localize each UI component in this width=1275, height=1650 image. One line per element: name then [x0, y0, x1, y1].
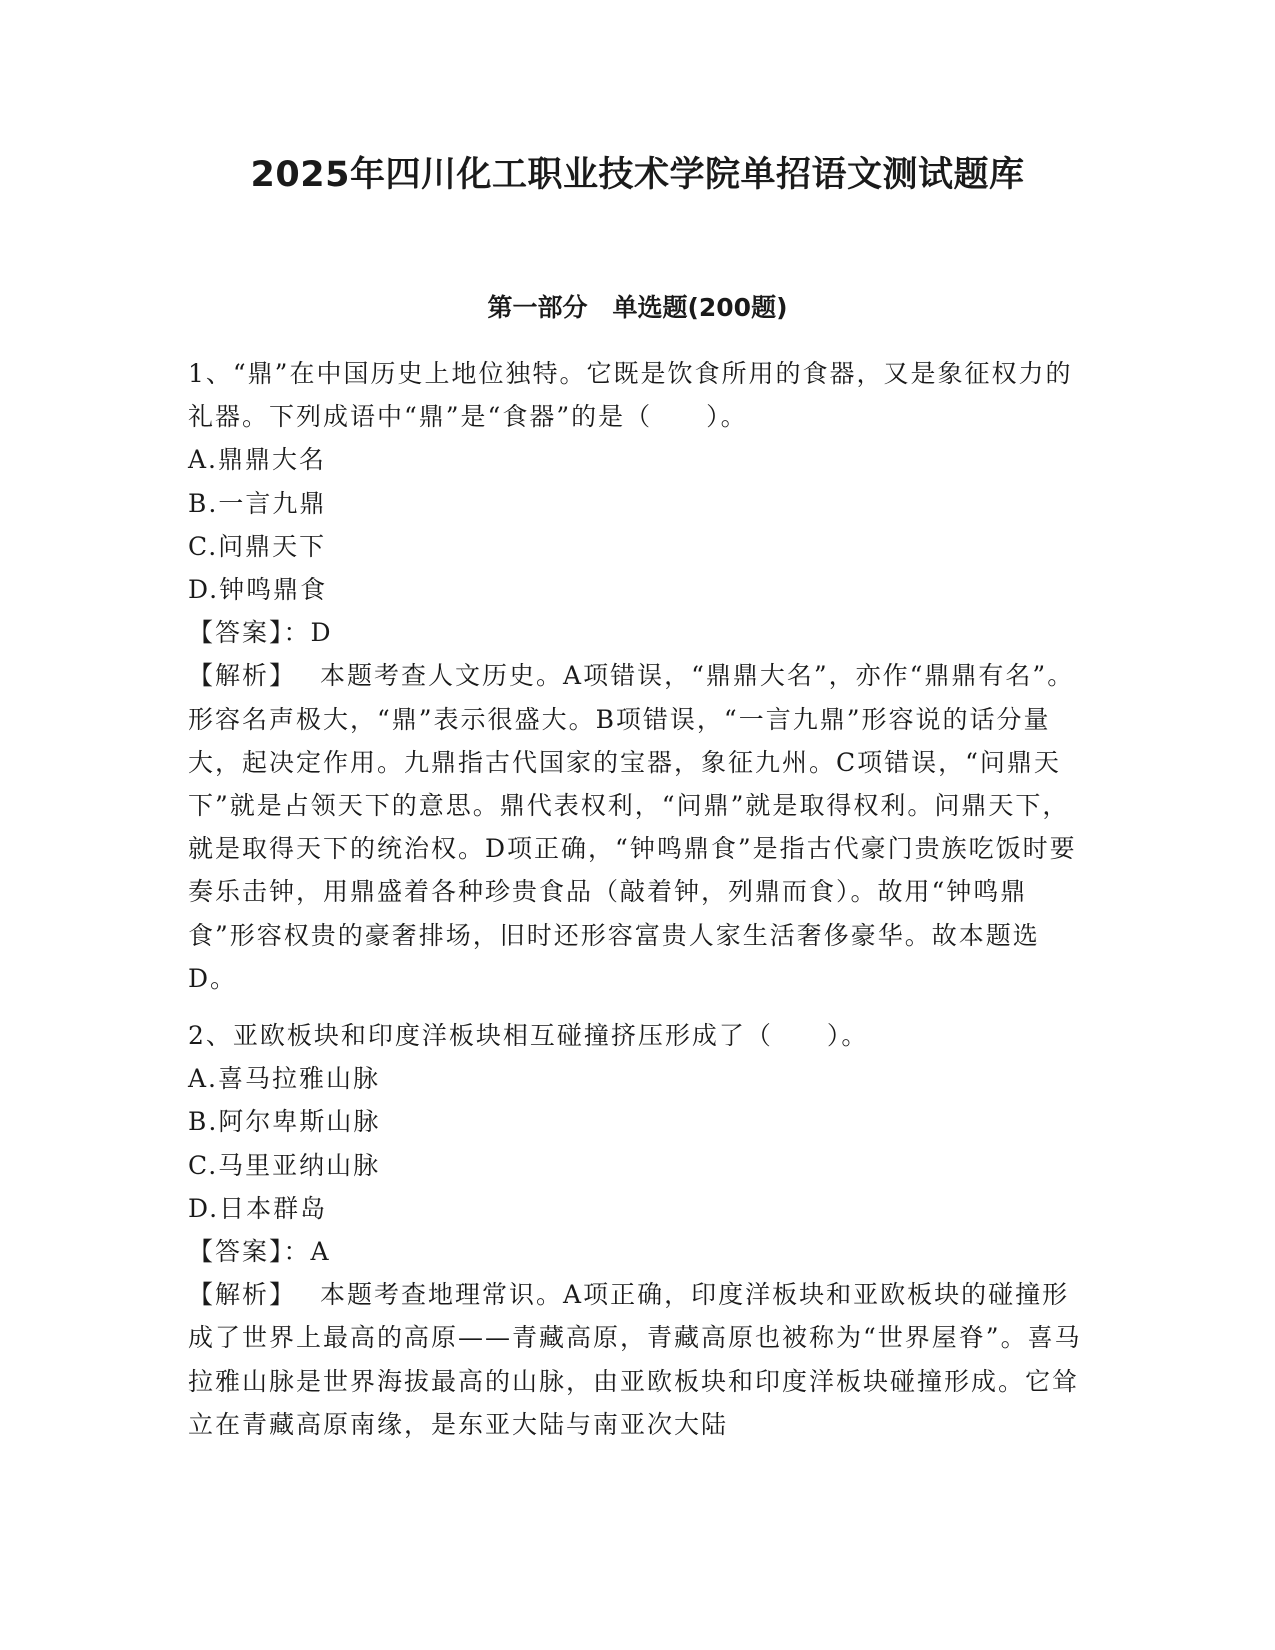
document-title: 2025年四川化工职业技术学院单招语文测试题库: [250, 155, 1025, 195]
option-d: D.钟鸣鼎食: [188, 575, 328, 605]
option-a: A.鼎鼎大名: [188, 445, 327, 475]
question-stem: 2、亚欧板块和印度洋板块相互碰撞挤压形成了（ ）。: [188, 1021, 869, 1051]
explanation-line: [188, 654, 1083, 1000]
option-a: A.喜马拉雅山脉: [188, 1064, 381, 1094]
question-item: [188, 1014, 1083, 1446]
answer-value: A: [310, 1237, 331, 1267]
answer-line: [188, 611, 1083, 654]
question-item: [188, 352, 1083, 1000]
explanation-text: 本题考查人文历史。A项错误，“鼎鼎大名”，亦作“鼎鼎有名”。形容名声极大，“鼎”表示很盛大。B项错误，“一言九鼎”形容说的话分量大，起决定作用。九鼎指古代国家的宝器，象征九州。C项错误，“问鼎天下”就是占领天下的意思。鼎代表权利，“问鼎”就是取得权利。问鼎天下，就是取得天下的统治权。D项正确，“钟鸣鼎食”是指古代豪门贵族吃饭时要奏乐击钟，用鼎盛着各种珍贵食品（敲着钟，列鼎而食）。故用“钟鸣鼎食”形容权贵的豪奢排场，旧时还形容富贵人家生活奢侈豪华。故本题选D。: [188, 661, 1077, 993]
answer-value: D: [310, 618, 333, 648]
explanation-label: 【解析】: [188, 1280, 297, 1310]
answer-label: 【答案】：: [188, 618, 311, 648]
answer-line: [188, 1230, 1083, 1273]
option-c: C.问鼎天下: [188, 531, 327, 561]
explanation-text: 本题考查地理常识。A项正确，印度洋板块和亚欧板块的碰撞形成了世界上最高的高原——青藏高原，青藏高原也被称为“世界屋脊”。喜马拉雅山脉是世界海拔最高的山脉，由亚欧板块和印度洋板块碰撞形成。它耸立在青藏高原南缘，是东亚大陆与南亚次大陆: [188, 1280, 1082, 1439]
section-title: 第一部分 单选题(200题): [487, 293, 788, 322]
option-b: B.阿尔卑斯山脉: [188, 1107, 381, 1137]
option-c: C.马里亚纳山脉: [188, 1150, 381, 1180]
option-b: B.一言九鼎: [188, 488, 327, 518]
answer-label: 【答案】：: [188, 1237, 311, 1267]
explanation-label: 【解析】: [188, 661, 297, 691]
option-d: D.日本群岛: [188, 1193, 328, 1223]
question-stem: 1、“鼎”在中国历史上地位独特。它既是饮食所用的食器，又是象征权力的礼器。下列成语中“鼎”是“食器”的是（ ）。: [188, 359, 1073, 432]
question-list: [188, 352, 1083, 1460]
explanation-line: [188, 1273, 1083, 1446]
